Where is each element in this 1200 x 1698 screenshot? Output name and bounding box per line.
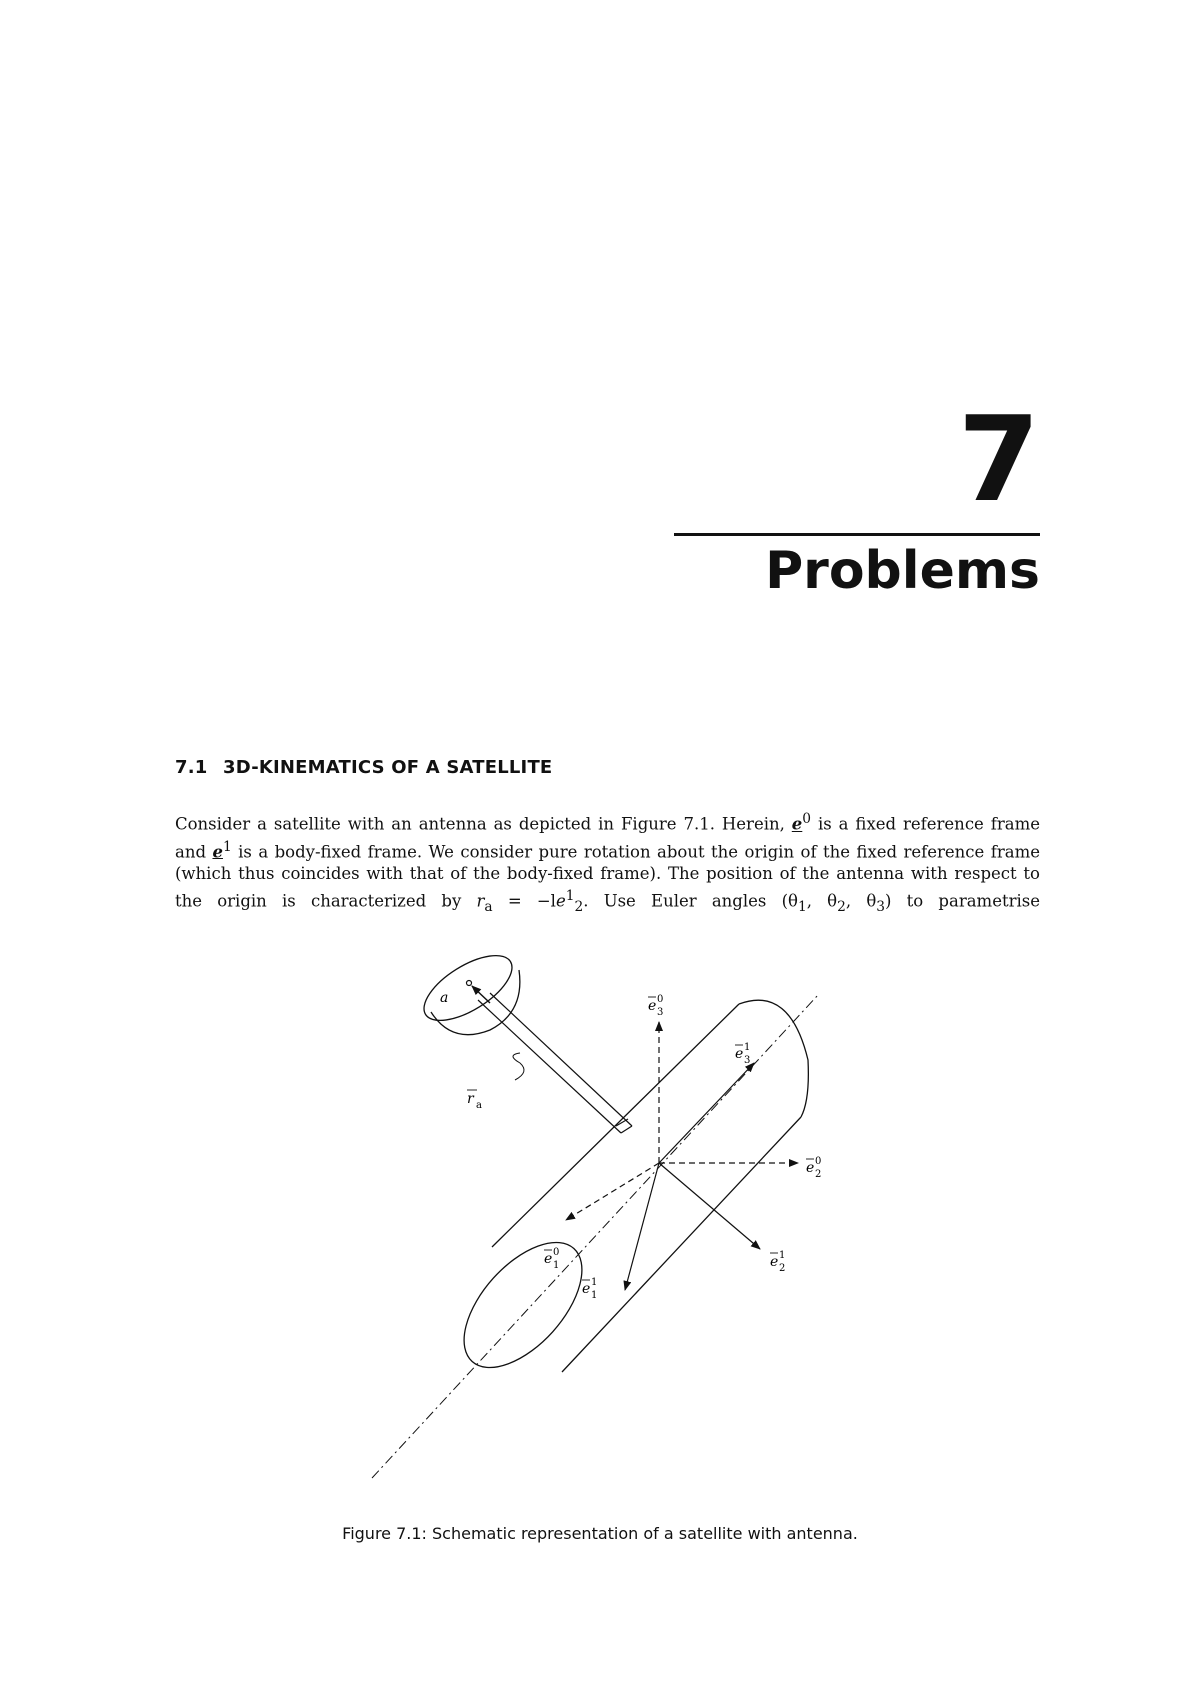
text-run: ) to parametrise: [885, 891, 1040, 911]
angle-subscript: 2: [837, 898, 846, 915]
svg-text:1: 1: [591, 1290, 598, 1301]
svg-text:1: 1: [744, 1042, 751, 1053]
svg-text:2: 2: [779, 1263, 786, 1274]
label-ra: [467, 1090, 482, 1111]
vector-symbol: e: [555, 891, 566, 911]
chapter-number: 7: [957, 390, 1040, 528]
satellite-cylinder: [442, 1000, 808, 1388]
label-e3-1: [735, 1042, 750, 1066]
chapter-title: Problems: [765, 541, 1040, 601]
text-run: is a fixed reference frame and: [175, 814, 1040, 861]
label-e1-0: [544, 1247, 559, 1271]
antenna-position-vector: [472, 986, 490, 1003]
figure-caption: Figure 7.1: Schematic representation of a satellite with antenna.: [342, 1524, 858, 1543]
body-axis-line: [372, 995, 818, 1478]
svg-text:e: e: [806, 1160, 815, 1176]
svg-text:0: 0: [657, 994, 664, 1005]
svg-text:0: 0: [553, 1247, 560, 1258]
antenna-boom: [478, 993, 632, 1133]
label-e1-1: [582, 1277, 597, 1301]
svg-text:1: 1: [553, 1260, 560, 1271]
label-e2-0: [806, 1156, 821, 1180]
antenna-point: [467, 981, 472, 986]
svg-text:e: e: [544, 1251, 553, 1267]
frame-symbol: e: [212, 842, 223, 861]
text-run: = −l: [492, 891, 556, 911]
svg-text:e: e: [735, 1046, 744, 1062]
fixed-frame-axes: [566, 1022, 798, 1220]
svg-text:3: 3: [744, 1055, 751, 1066]
text-run: . Use Euler angles (θ: [583, 891, 798, 911]
angle-subscript: 1: [797, 898, 807, 915]
svg-text:1: 1: [779, 1250, 786, 1261]
antenna-dish: [414, 943, 522, 1035]
frame-superscript: 1: [222, 838, 232, 855]
ra-leader: [513, 1053, 524, 1080]
vector-subscript: a: [484, 898, 493, 915]
frame-superscript: 0: [802, 811, 812, 827]
frame-symbol: e: [791, 814, 803, 834]
svg-text:2: 2: [815, 1169, 822, 1180]
text-run: , θ: [806, 891, 838, 911]
svg-text:3: 3: [657, 1007, 664, 1018]
vector-symbol: r: [476, 891, 485, 911]
svg-text:e: e: [582, 1281, 591, 1297]
text-run: , θ: [845, 891, 877, 911]
svg-text:a: a: [476, 1100, 482, 1111]
vector-superscript: 1: [565, 888, 575, 904]
text-run: Consider a satellite with an antenna as depicted in Figure 7.1. Herein,: [175, 814, 792, 834]
label-e3-0: [648, 994, 663, 1018]
section-title: 3D-KINEMATICS OF A SATELLITE: [223, 757, 553, 778]
svg-text:e: e: [648, 998, 657, 1014]
svg-text:e: e: [770, 1254, 779, 1270]
svg-text:r: r: [467, 1091, 474, 1107]
text-run: is a body-fixed frame. We consider pure rotation about the origin of the fixed reference frame (which thus coincides with that of the body-fixed frame). The position of the antenna with respect to the origin is characterized by: [175, 842, 1040, 911]
section-number: 7.1: [175, 757, 208, 778]
label-a: a: [440, 990, 449, 1006]
label-e2-1: [770, 1250, 785, 1274]
svg-text:1: 1: [591, 1277, 598, 1288]
vector-subscript: 2: [574, 898, 584, 915]
angle-subscript: 3: [876, 898, 885, 915]
svg-text:0: 0: [815, 1156, 822, 1167]
